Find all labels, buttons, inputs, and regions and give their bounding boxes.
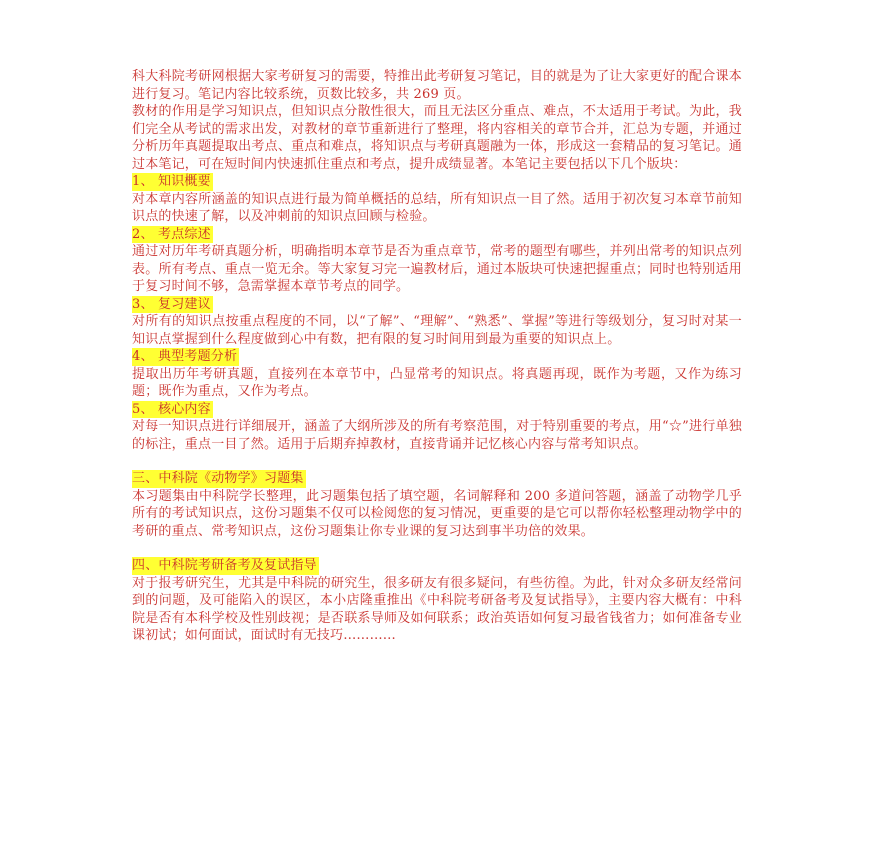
document-body bbox=[132, 68, 742, 645]
intro-paragraph-1: 科大科院考研网根据大家考研复习的需要，特推出此考研复习笔记，目的就是为了让大家更好的配合课本进行复习。笔记内容比较系统，页数比较多，共 269 页。 bbox=[132, 69, 742, 102]
section-heading-5: 5、 核心内容 bbox=[132, 401, 211, 417]
part3-body: 本习题集由中科院学长整理，此习题集包括了填空题，名词解释和 200 多道问答题，涵盖了动物学几乎所有的考试知识点，这份习题集不仅可以检阅您的复习情况，更重要的是它可以帮你轻松整理动物学中的考研的重点、常考知识点，这份习题集让你专业课的复习达到事半功倍的效果。 bbox=[132, 488, 742, 539]
spacer bbox=[132, 540, 742, 557]
section-heading-4: 4、 典型考题分析 bbox=[132, 349, 238, 364]
section-body-1: 对本章内容所涵盖的知识点进行最为简单概括的总结，所有知识点一目了然。适用于初次复习本章节前知识点的快速了解，以及冲刺前的知识点回顾与检验。 bbox=[132, 191, 742, 224]
part4-body: 对于报考研究生，尤其是中科院的研究生，很多研友有很多疑问，有些彷徨。为此，针对众多研友经常问到的问题，及可能陷入的误区，本小店隆重推出《中科院考研备考及复试指导》，主要内容大概有：中科院是否有本科学校及性别歧视；是否联系导师及如何联系；政治英语如何复习最省钱省力；如何准备专业课初试；如何面试，面试时有无技巧………… bbox=[132, 575, 742, 643]
section-body-5: 对每一知识点进行详细展开，涵盖了大纲所涉及的所有考察范围，对于特别重要的考点，用“☆”进行单独的标注，重点一目了然。适用于后期弃掉教材，直接背诵并记忆核心内容与常考知识点。 bbox=[132, 419, 742, 452]
section-heading-2: 2、 考点综述 bbox=[132, 226, 211, 242]
section-heading-3: 3、 复习建议 bbox=[132, 296, 211, 312]
intro-paragraph-2: 教材的作用是学习知识点，但知识点分散性很大，而且无法区分重点、难点，不太适用于考试。为此，我们完全从考试的需求出发，对教材的章节重新进行了整理，将内容相关的章节合并，汇总为专题，并通过分析历年真题提取出考点、重点和难点，将知识点与考研真题融为一体，形成这一套精品的复习笔记。通过本笔记，可在短时间内快速抓住重点和考点，提升成绩显著。本笔记主要包括以下几个版块： bbox=[132, 104, 742, 172]
part4-heading: 四、中科院考研备考及复试指导 bbox=[132, 558, 317, 573]
section-body-3: 对所有的知识点按重点程度的不同，以“了解”、“理解”、“熟悉”、掌握”等进行等级划分，复习时对某一知识点掌握到什么程度做到心中有数，把有限的复习时间用到最为重要的知识点上。 bbox=[132, 314, 742, 347]
section-body-4: 提取出历年考研真题，直接列在本章节中，凸显常考的知识点。将真题再现，既作为考题，又作为练习题；既作为重点，又作为考点。 bbox=[132, 366, 742, 399]
section-heading-1: 1、 知识概要 bbox=[132, 174, 211, 189]
section-body-2: 通过对历年考研真题分析，明确指明本章节是否为重点章节，常考的题型有哪些，并列出常考的知识点列表。所有考点、重点一览无余。等大家复习完一遍教材后，通过本版块可快速把握重点；同时也特别适用于复习时间不够，急需掌握本章节考点的同学。 bbox=[132, 244, 742, 294]
spacer bbox=[132, 453, 742, 470]
part3-heading: 三、中科院《动物学》习题集 bbox=[132, 471, 304, 486]
